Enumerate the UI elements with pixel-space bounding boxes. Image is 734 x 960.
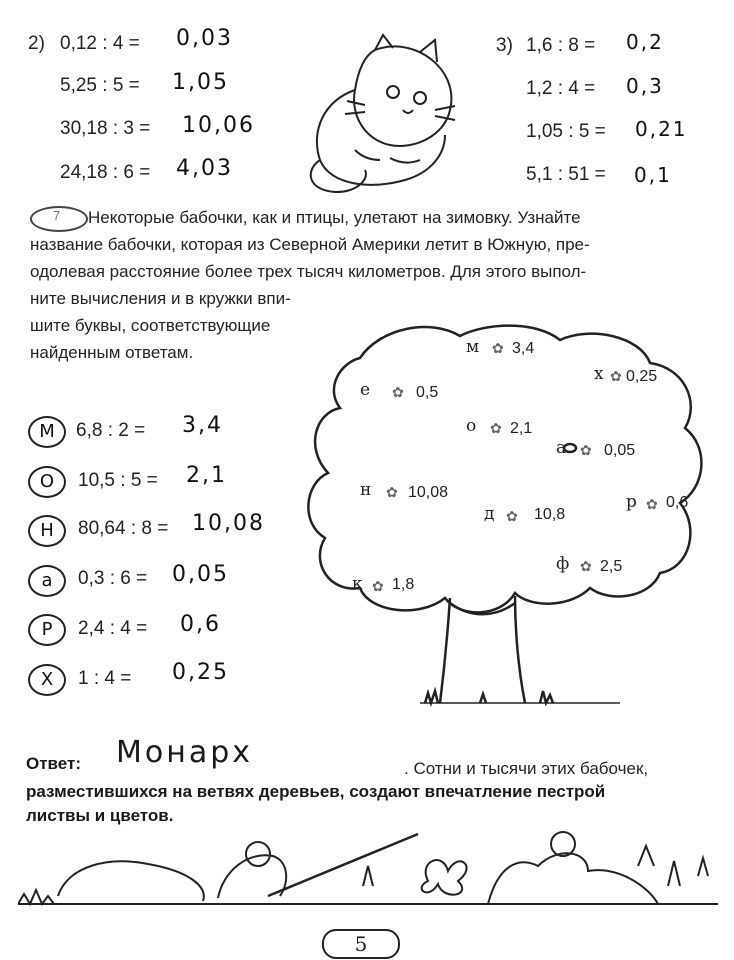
tree-value-r: 0,6 [666,494,689,511]
tree-letter-n: н [360,480,372,500]
flower-icon: ✿ [580,558,592,574]
letter-o-expr: 10,5 : 5 = [78,470,158,491]
tree-letter-h: х [594,364,604,384]
tree-value-m: 3,4 [512,340,535,357]
task-text-line-5: шите буквы, соответствующие [30,316,271,335]
flower-icon: ✿ [386,484,398,500]
letter-o-answer: 2,1 [186,463,227,488]
section2-row-2-answer: 1,05 [172,70,229,95]
section3-row-2-answer: 0,3 [626,74,664,98]
flower-icon: ✿ [372,578,384,594]
letter-h-answer: 0,25 [172,660,229,685]
letter-n-answer: 10,08 [192,511,265,536]
section3-row-4-expr: 5,1 : 51 = [526,164,606,185]
tree-value-d: 10,8 [534,506,566,523]
tree-value-h: 0,25 [626,368,658,385]
section2-row-3-expr: 30,18 : 3 = [60,118,151,139]
tree-value-k: 1,8 [392,576,415,593]
answer-label: Ответ: [26,754,81,773]
tree-letter-k: к [352,574,363,594]
tree-letter-f: ф [556,554,570,574]
letter-h-expr: 1 : 4 = [78,668,132,689]
letter-circle-o[interactable]: О [28,466,66,498]
letter-r-expr: 2,4 : 4 = [78,618,148,639]
letter-a-answer: 0,05 [172,562,229,587]
section3-row-2-expr: 1,2 : 4 = [526,78,596,99]
letter-m-expr: 6,8 : 2 = [76,420,146,441]
task-text-line-1: Некоторые бабочки, как и птицы, улетают на зимовку. Узнайте [88,208,581,227]
task-number: 7 [53,208,61,223]
letter-r-answer: 0,6 [180,612,221,637]
tree-letter-m: м [466,337,480,357]
task-text-line-4: ните вычисления и в кружки впи- [30,289,291,308]
section2-row-2-expr: 5,25 : 5 = [60,75,140,96]
flower-icon: ✿ [580,442,592,458]
answer-line-3: листвы и цветов. [26,806,174,825]
tree-value-e: 0,5 [416,384,439,401]
section3-row-3-expr: 1,05 : 5 = [526,121,606,142]
bottom-illustration [18,826,718,916]
section3-row-4-answer: 0,1 [634,163,672,187]
flower-icon: ✿ [490,420,502,436]
flower-icon: ✿ [392,384,404,400]
task-text-line-2: название бабочки, которая из Северной Америки летит в Южную, пре- [30,235,590,254]
tree-value-n: 10,08 [408,484,449,501]
letter-circle-a[interactable]: а [28,565,66,597]
section2-label: 2) [28,33,45,54]
section2-row-4-expr: 24,18 : 6 = [60,162,151,183]
flower-icon: ✿ [646,496,658,512]
task-text-line-6: найденным ответам. [30,343,194,362]
flower-icon: ✿ [610,368,622,384]
letter-m-answer: 3,4 [182,413,223,438]
section3-row-3-answer: 0,21 [635,117,688,141]
letter-circle-n[interactable]: Н [28,515,66,547]
letter-circle-m[interactable]: М [28,416,66,448]
answer-handwritten[interactable]: Монарх [116,735,254,770]
letter-circle-r[interactable]: Р [28,614,66,646]
flower-icon: ✿ [492,340,504,356]
tree-letter-d: д [484,504,495,524]
tree-letter-o: о [466,416,477,436]
section3-label: 3) [496,35,513,56]
section3-row-1-answer: 0,2 [626,30,664,54]
tree-value-a: 0,05 [604,442,636,459]
section3-row-1-expr: 1,6 : 8 = [526,35,596,56]
section2-row-3-answer: 10,06 [182,113,255,138]
letter-n-expr: 80,64 : 8 = [78,518,169,539]
section2-row-1-answer: 0,03 [176,26,233,51]
tree-letter-a: а [556,438,567,458]
cat-illustration [295,30,465,200]
section2-row-1-expr: 0,12 : 4 = [60,33,140,54]
answer-line-2: разместившихся на ветвях деревьев, создают впечатление пестрой [26,782,606,801]
task-text-line-3: одолевая расстояние более трех тысяч километров. Для этого выпол- [30,262,587,281]
section2-row-4-answer: 4,03 [176,156,233,181]
flower-icon: ✿ [506,508,518,524]
tree-value-o: 2,1 [510,420,533,437]
tree-letter-r: р [626,492,637,512]
letter-a-expr: 0,3 : 6 = [78,568,148,589]
tree-letter-e: е [360,380,371,400]
tree-value-f: 2,5 [600,558,623,575]
letter-circle-h[interactable]: Х [28,664,66,696]
page-number: 5 [322,929,400,959]
answer-tail: . Сотни и тысячи этих бабочек, [404,759,649,778]
